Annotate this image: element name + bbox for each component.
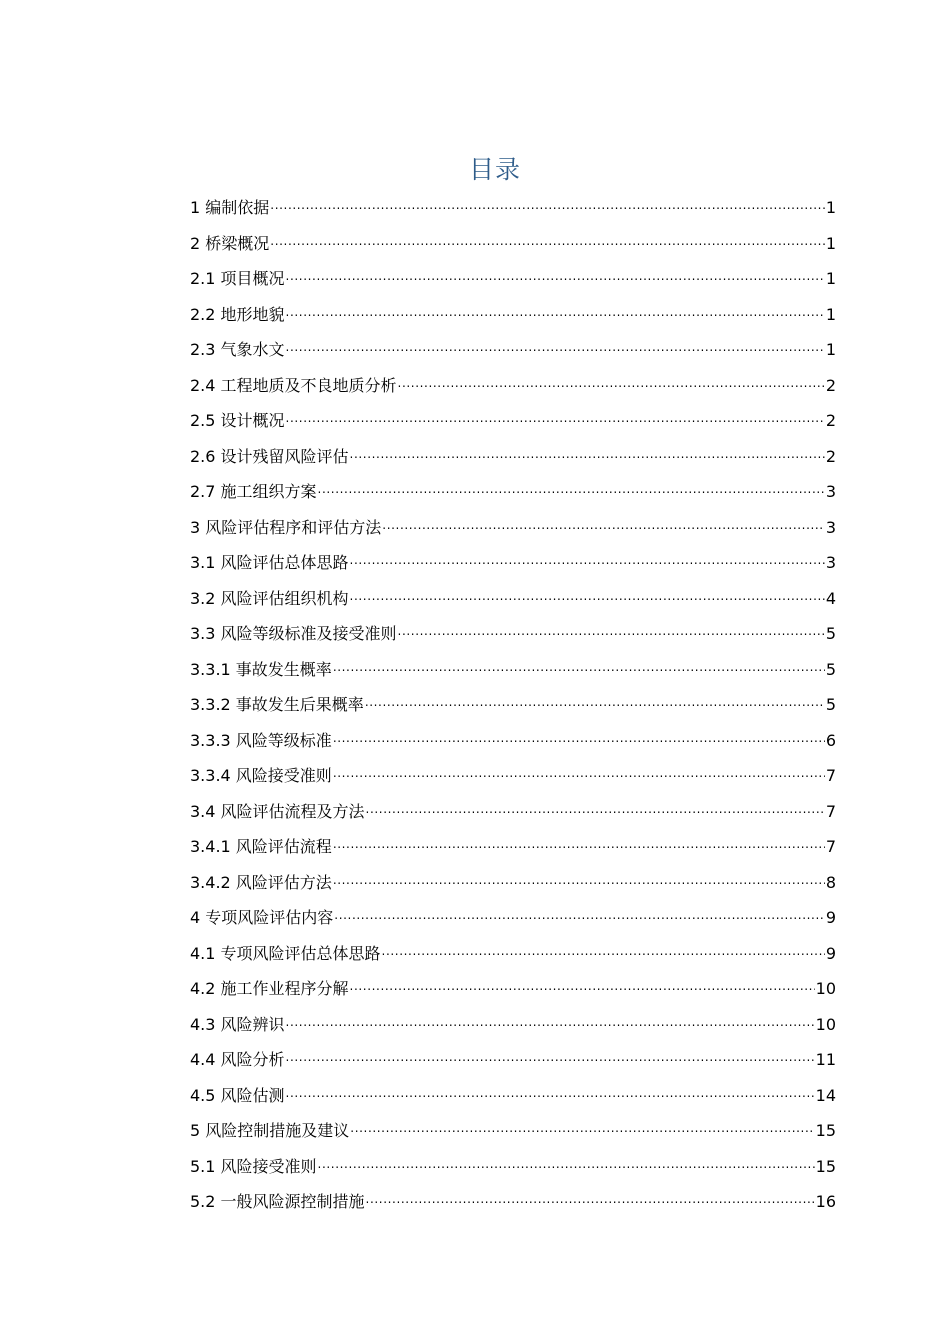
toc-entry[interactable] — [190, 829, 836, 865]
toc-dot-leader — [286, 1076, 815, 1112]
toc-dot-leader — [350, 1111, 814, 1147]
toc-dot-leader — [333, 756, 825, 792]
toc-entry-page-number: 5 — [825, 659, 836, 679]
toc-entry-page-number: 10 — [815, 979, 836, 998]
toc-entry-page-number: 6 — [825, 730, 836, 750]
toc-entry-label: 4.4 风险分析 — [190, 1050, 285, 1069]
toc-dot-leader — [398, 366, 825, 402]
toc-dot-leader — [286, 259, 825, 295]
toc-entry[interactable] — [190, 368, 836, 404]
toc-entry-page-number: 5 — [825, 624, 836, 643]
toc-entry[interactable] — [190, 1184, 836, 1220]
toc-entry-page-number: 4 — [825, 588, 836, 608]
toc-entry-page-number: 3 — [825, 482, 836, 501]
toc-dot-leader — [333, 650, 825, 686]
toc-list — [190, 190, 836, 1220]
toc-entry[interactable] — [190, 900, 836, 936]
toc-dot-leader — [286, 401, 825, 437]
toc-entry[interactable] — [190, 652, 836, 688]
toc-dot-leader — [333, 721, 825, 757]
toc-entry-label: 5.1 风险接受准则 — [190, 1156, 317, 1176]
toc-entry-label: 4.1 专项风险评估总体思路 — [190, 943, 381, 963]
toc-dot-leader — [286, 295, 825, 331]
toc-entry-label: 3.3.4 风险接受准则 — [190, 766, 332, 785]
toc-entry[interactable] — [190, 723, 836, 759]
toc-entry-page-number: 3 — [825, 553, 836, 572]
toc-entry-label: 5.2 一般风险源控制措施 — [190, 1192, 365, 1211]
toc-entry-page-number: 11 — [815, 1050, 836, 1069]
toc-entry-label: 3 风险评估程序和评估方法 — [190, 517, 382, 537]
toc-dot-leader — [382, 508, 825, 544]
toc-entry-label: 2.3 气象水文 — [190, 340, 285, 359]
toc-entry[interactable] — [190, 1149, 836, 1185]
toc-entry-label: 5 风险控制措施及建议 — [190, 1121, 350, 1140]
toc-entry-label: 2.6 设计残留风险评估 — [190, 446, 349, 466]
toc-entry-page-number: 16 — [815, 1192, 836, 1211]
toc-entry-label: 2 桥梁概况 — [190, 233, 270, 253]
toc-dot-leader — [382, 934, 825, 970]
toc-title: 目录 — [468, 155, 521, 184]
toc-entry-page-number: 14 — [815, 1085, 836, 1105]
toc-entry[interactable] — [190, 1078, 836, 1114]
toc-dot-leader — [350, 543, 825, 579]
toc-dot-leader — [350, 579, 825, 615]
toc-entry-label: 3.4.1 风险评估流程 — [190, 837, 332, 856]
toc-entry-label: 3.4.2 风险评估方法 — [190, 872, 332, 892]
toc-entry-label: 3.3.3 风险等级标准 — [190, 730, 332, 750]
toc-entry[interactable] — [190, 545, 836, 581]
toc-entry-page-number: 1 — [825, 233, 836, 253]
toc-entry-page-number: 2 — [825, 375, 836, 395]
toc-dot-leader — [333, 827, 825, 863]
toc-dot-leader — [318, 1147, 815, 1183]
toc-entry-page-number: 1 — [825, 269, 836, 288]
toc-entry-label: 2.4 工程地质及不良地质分析 — [190, 375, 397, 395]
toc-entry[interactable] — [190, 687, 836, 723]
toc-entry[interactable] — [190, 936, 836, 972]
toc-entry-label: 4 专项风险评估内容 — [190, 908, 334, 927]
toc-entry[interactable] — [190, 332, 836, 368]
toc-dot-leader — [318, 472, 825, 508]
toc-entry-label: 2.5 设计概况 — [190, 411, 285, 430]
toc-entry-page-number: 1 — [825, 340, 836, 359]
toc-entry[interactable] — [190, 971, 836, 1007]
toc-entry-label: 3.4 风险评估流程及方法 — [190, 801, 365, 821]
toc-entry[interactable] — [190, 403, 836, 439]
toc-entry[interactable] — [190, 226, 836, 262]
toc-entry-page-number: 9 — [825, 943, 836, 963]
toc-dot-leader — [350, 969, 815, 1005]
toc-entry[interactable] — [190, 865, 836, 901]
toc-entry-label: 2.2 地形地貌 — [190, 304, 285, 324]
toc-entry-page-number: 1 — [825, 198, 836, 217]
toc-entry[interactable] — [190, 581, 836, 617]
toc-entry[interactable] — [190, 616, 836, 652]
toc-entry[interactable] — [190, 758, 836, 794]
toc-entry-page-number: 7 — [825, 837, 836, 856]
toc-dot-leader — [286, 1040, 815, 1076]
toc-entry-label: 1 编制依据 — [190, 198, 270, 217]
toc-dot-leader — [270, 188, 825, 224]
toc-entry[interactable] — [190, 1042, 836, 1078]
toc-entry-label: 2.7 施工组织方案 — [190, 482, 317, 501]
toc-entry-page-number: 8 — [825, 872, 836, 892]
toc-entry[interactable] — [190, 190, 836, 226]
toc-entry-label: 3.3 风险等级标准及接受准则 — [190, 624, 397, 643]
toc-dot-leader — [350, 437, 825, 473]
toc-dot-leader — [333, 863, 825, 899]
toc-dot-leader — [365, 685, 825, 721]
toc-dot-leader — [366, 1182, 815, 1218]
toc-entry-label: 3.3.2 事故发生后果概率 — [190, 695, 364, 714]
toc-entry[interactable] — [190, 1113, 836, 1149]
toc-entry[interactable] — [190, 510, 836, 546]
toc-entry-page-number: 15 — [815, 1156, 836, 1176]
toc-dot-leader — [334, 898, 825, 934]
toc-entry-label: 3.2 风险评估组织机构 — [190, 588, 349, 608]
toc-dot-leader — [366, 792, 825, 828]
toc-entry-label: 3.3.1 事故发生概率 — [190, 659, 332, 679]
toc-dot-leader — [398, 614, 825, 650]
toc-dot-leader — [286, 330, 825, 366]
toc-entry-label: 4.2 施工作业程序分解 — [190, 979, 349, 998]
toc-entry-page-number: 7 — [825, 766, 836, 785]
toc-dot-leader — [270, 224, 825, 260]
toc-entry-page-number: 15 — [815, 1121, 836, 1140]
toc-entry[interactable] — [190, 297, 836, 333]
toc-entry-label: 4.3 风险辨识 — [190, 1014, 285, 1034]
toc-entry-page-number: 10 — [815, 1014, 836, 1034]
toc-entry-page-number: 2 — [825, 446, 836, 466]
toc-entry-label: 2.1 项目概况 — [190, 269, 285, 288]
toc-entry-page-number: 7 — [825, 801, 836, 821]
toc-entry[interactable] — [190, 1007, 836, 1043]
toc-entry-label: 4.5 风险估测 — [190, 1085, 285, 1105]
toc-entry-label: 3.1 风险评估总体思路 — [190, 553, 349, 572]
toc-entry-page-number: 9 — [825, 908, 836, 927]
toc-dot-leader — [286, 1005, 815, 1041]
toc-entry[interactable] — [190, 439, 836, 475]
toc-entry[interactable] — [190, 261, 836, 297]
toc-entry-page-number: 2 — [825, 411, 836, 430]
toc-entry-page-number: 3 — [825, 517, 836, 537]
toc-entry[interactable] — [190, 794, 836, 830]
toc-entry-page-number: 5 — [825, 695, 836, 714]
toc-entry-page-number: 1 — [825, 304, 836, 324]
toc-entry[interactable] — [190, 474, 836, 510]
